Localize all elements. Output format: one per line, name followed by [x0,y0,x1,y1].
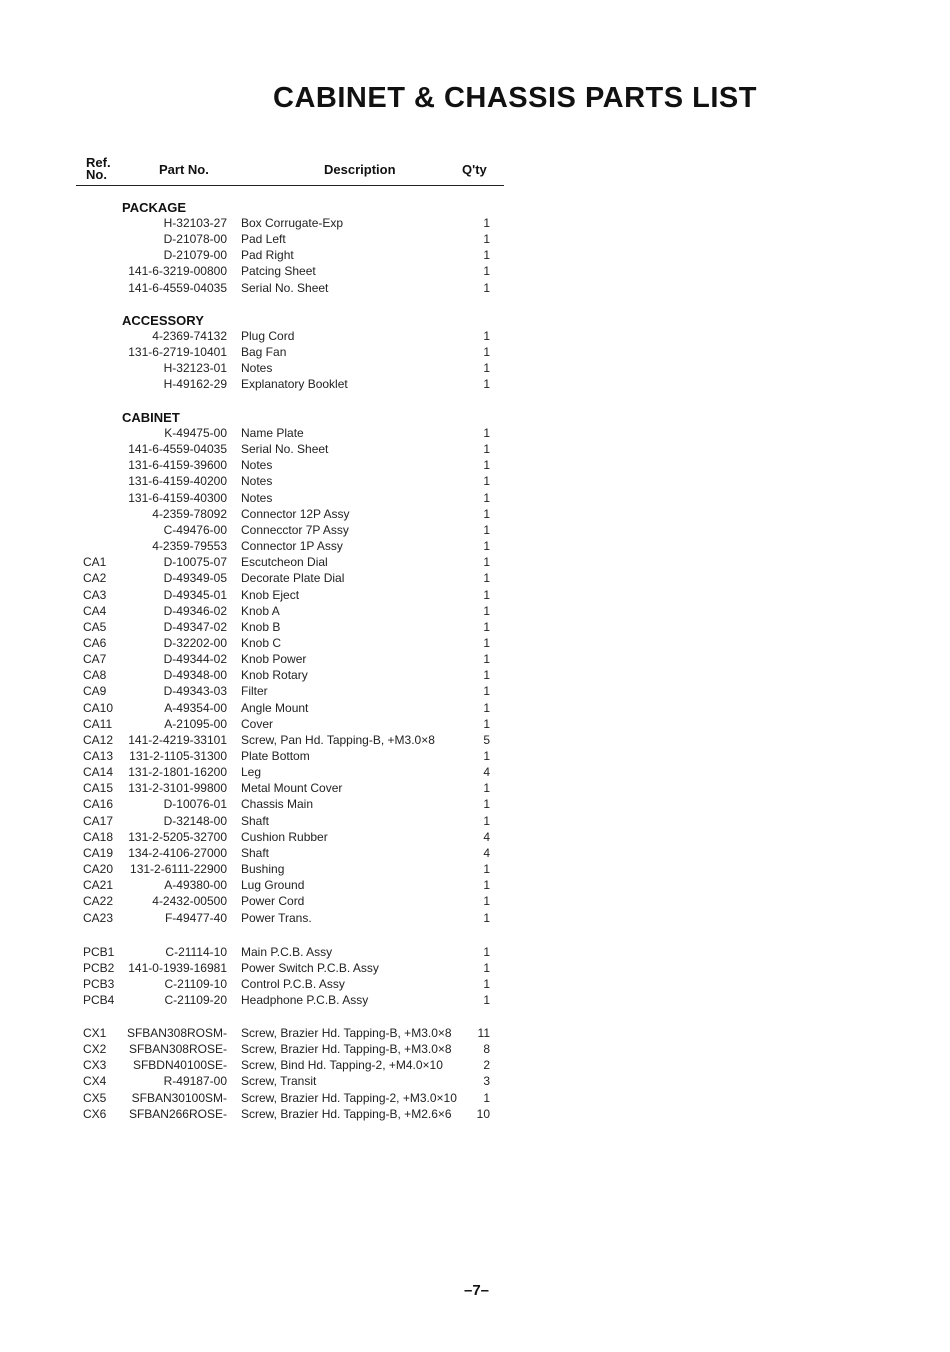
ref-cell: CX2 [83,1042,107,1057]
part-no-cell: 131-2-1105-31300 [129,749,227,763]
ref-cell: CX4 [83,1074,107,1089]
description-cell: Filter [241,684,268,699]
ref-cell: CX1 [83,1026,107,1040]
part-no-cell: H-32103-27 [163,216,227,230]
ref-cell: CA22 [83,894,114,909]
qty-cell: 1 [483,700,490,715]
description-cell: Escutcheon Dial [241,555,328,570]
table-row [0,780,950,796]
description-cell: Cushion Rubber [241,829,328,844]
ref-cell: PCB3 [83,977,115,992]
table-row [0,1090,950,1106]
qty-cell: 1 [483,813,490,828]
qty-cell: 1 [483,1090,490,1105]
ref-cell: CA11 [83,716,113,731]
table-row [0,263,950,279]
description-cell: Headphone P.C.B. Assy [241,993,369,1008]
description-cell: Decorate Plate Dial [241,571,345,586]
qty-cell: 1 [483,506,490,521]
qty-cell: 1 [483,945,490,959]
table-row [0,473,950,489]
ref-cell: CA8 [83,668,107,683]
qty-cell: 1 [483,539,490,554]
qty-cell: 10 [476,1106,490,1121]
table-row [0,587,950,603]
ref-cell: CX3 [83,1058,107,1073]
ref-cell: PCB2 [83,961,115,976]
qty-cell: 1 [483,668,490,683]
part-no-cell: 141-2-4219-33101 [128,732,227,747]
part-no-cell: 131-2-6111-22900 [130,862,227,877]
ref-cell: CA19 [83,845,114,860]
description-cell: Control P.C.B. Assy [241,977,345,992]
qty-cell: 1 [483,474,490,489]
qty-cell: 1 [483,280,490,295]
part-no-cell: H-49162-29 [163,377,227,392]
description-cell: Screw, Brazier Hd. Tapping-B, +M3.0×8 [241,1042,452,1057]
page-number: –7– [464,1282,490,1299]
qty-cell: 1 [483,993,490,1008]
table-row [0,231,950,247]
part-no-cell: H-32123-01 [163,361,227,376]
description-cell: Main P.C.B. Assy [241,945,333,959]
table-row [0,522,950,538]
ref-cell: CA3 [83,587,107,602]
qty-cell: 1 [483,490,490,505]
part-no-cell: D-49348-00 [163,668,227,683]
ref-cell: CA21 [83,878,114,893]
table-row [0,603,950,619]
table-row [0,506,950,522]
qty-cell: 1 [483,894,490,909]
description-cell: Plug Cord [241,329,295,343]
table-row [0,376,950,392]
table-row [0,667,950,683]
table-row [0,893,950,909]
table-row [0,635,950,651]
table-row [0,344,950,360]
header-ref-no [86,157,111,181]
header-description: Description [324,162,396,177]
description-cell: Chassis Main [241,797,314,812]
table-row [0,554,950,570]
qty-cell: 5 [483,732,490,747]
qty-cell: 1 [483,216,490,230]
table-row [0,1106,950,1122]
qty-cell: 1 [483,716,490,731]
description-cell: Power Cord [241,894,305,909]
description-cell: Plate Bottom [241,749,310,763]
description-cell: Metal Mount Cover [241,781,343,796]
part-no-cell: 141-6-4559-04035 [128,280,227,295]
qty-cell: 1 [483,248,490,263]
part-no-cell: A-49380-00 [164,878,227,893]
description-cell: Shaft [241,845,270,860]
ref-cell: CA20 [83,862,114,877]
description-cell: Notes [241,490,273,505]
qty-cell: 1 [483,458,490,473]
table-row [0,796,950,812]
table-row [0,1041,950,1057]
qty-cell: 3 [483,1074,490,1089]
description-cell: Cover [241,716,274,731]
qty-cell: 1 [483,977,490,992]
part-no-cell: D-32202-00 [163,635,227,650]
table-row [0,619,950,635]
ref-cell: CA10 [83,700,114,715]
ref-cell: CA17 [83,813,114,828]
part-no-cell: 141-6-3219-00800 [128,264,227,279]
header-ref-line1: Ref. [86,155,111,170]
table-row [0,829,950,845]
description-cell: Knob Power [241,652,307,667]
table-row [0,877,950,893]
part-no-cell: C-21109-10 [164,977,227,992]
description-cell: Lug Ground [241,878,305,893]
header-part-no: Part No. [159,162,209,177]
qty-cell: 2 [483,1058,490,1073]
table-row [0,976,950,992]
part-no-cell: 131-2-1801-16200 [128,765,227,780]
table-row [0,328,950,344]
part-no-cell: 131-6-2719-10401 [128,345,227,360]
ref-cell: CA12 [83,732,114,747]
qty-cell: 1 [483,619,490,634]
description-cell: Screw, Bind Hd. Tapping-2, +M4.0×10 [241,1058,443,1073]
qty-cell: 1 [483,635,490,650]
ref-cell: CA2 [83,571,107,586]
ref-cell: CA1 [83,555,107,570]
table-row [0,748,950,764]
part-no-cell: D-21078-00 [163,232,227,247]
qty-cell: 1 [483,587,490,602]
part-no-cell: 4-2359-78092 [152,506,227,521]
qty-cell: 1 [483,603,490,618]
table-row [0,457,950,473]
part-no-cell: D-32148-00 [163,813,227,828]
table-row [0,683,950,699]
part-no-cell: D-49344-02 [163,652,227,667]
part-no-cell: D-10075-07 [163,555,227,570]
description-cell: Connector 1P Assy [241,539,343,554]
qty-cell: 1 [483,749,490,763]
table-row [0,700,950,716]
description-cell: Shaft [241,813,270,828]
table-row [0,944,950,960]
part-no-cell: 131-2-5205-32700 [128,829,227,844]
header-ref-line2: No. [86,167,107,182]
qty-cell: 1 [483,684,490,699]
part-no-cell: R-49187-00 [163,1074,227,1089]
description-cell: Screw, Pan Hd. Tapping-B, +M3.0×8 [241,732,435,747]
description-cell: Knob Rotary [241,668,308,683]
part-no-cell: C-21114-10 [165,945,227,959]
ref-cell: CA6 [83,635,107,650]
part-no-cell: SFBAN266ROSE- [128,1106,227,1121]
qty-cell: 4 [483,845,490,860]
qty-cell: 1 [483,555,490,570]
part-no-cell: C-49476-00 [163,522,227,537]
part-no-cell: A-49354-00 [164,700,227,715]
table-row [0,1073,950,1089]
ref-cell: CA9 [83,684,107,699]
ref-cell: CA14 [83,765,114,780]
description-cell: Notes [241,474,273,489]
table-row [0,764,950,780]
description-cell: Name Plate [241,426,304,440]
description-cell: Pad Left [241,232,286,247]
description-cell: Bushing [241,862,285,877]
table-row [0,651,950,667]
description-cell: Screw, Brazier Hd. Tapping-2, +M3.0×10 [241,1090,457,1105]
qty-cell: 1 [483,329,490,343]
qty-cell: 1 [483,910,490,925]
qty-cell: 1 [483,781,490,796]
ref-cell: PCB1 [83,945,115,959]
qty-cell: 8 [483,1042,490,1057]
qty-cell: 1 [483,442,490,457]
part-no-cell: 141-0-1939-16981 [128,961,227,976]
qty-cell: 1 [483,232,490,247]
part-no-cell: D-49345-01 [163,587,227,602]
section-heading: CABINET [122,410,180,425]
description-cell: Notes [241,458,273,473]
qty-cell: 1 [483,571,490,586]
part-no-cell: 134-2-4106-27000 [128,845,227,860]
ref-cell: PCB4 [83,993,115,1008]
table-row [0,1057,950,1073]
ref-cell: CX5 [83,1090,107,1105]
qty-cell: 1 [483,426,490,440]
table-row [0,845,950,861]
part-no-cell: C-21109-20 [164,993,227,1008]
description-cell: Knob B [241,619,281,634]
description-cell: Leg [241,765,262,780]
part-no-cell: A-21095-00 [164,716,227,731]
table-row [0,538,950,554]
part-no-cell: D-49349-05 [163,571,227,586]
table-row [0,280,950,296]
qty-cell: 11 [477,1026,490,1040]
qty-cell: 1 [483,377,490,392]
description-cell: Power Trans. [241,910,312,925]
table-row [0,960,950,976]
description-cell: Bag Fan [241,345,287,360]
description-cell: Serial No. Sheet [241,280,329,295]
ref-cell: CA15 [83,781,114,796]
ref-cell: CA13 [83,749,114,763]
part-no-cell: F-49477-40 [164,910,227,925]
part-no-cell: SFBAN30100SM- [131,1090,227,1105]
description-cell: Connector 12P Assy [241,506,350,521]
ref-cell: CA16 [83,797,114,812]
section-heading: ACCESSORY [122,313,204,328]
table-row [0,813,950,829]
part-no-cell: D-49343-03 [163,684,227,699]
part-no-cell: 4-2432-00500 [152,894,227,909]
part-no-cell: 4-2369-74132 [152,329,227,343]
description-cell: Screw, Brazier Hd. Tapping-B, +M2.6×6 [241,1106,452,1121]
ref-cell: CA18 [83,829,114,844]
header-qty: Q'ty [462,162,487,177]
part-no-cell: D-21079-00 [163,248,227,263]
part-no-cell: D-49346-02 [163,603,227,618]
table-row [0,861,950,877]
page-title: CABINET & CHASSIS PARTS LIST [273,82,757,114]
table-row [0,910,950,926]
ref-cell: CA5 [83,619,107,634]
part-no-cell: SFBAN308ROSE- [128,1042,227,1057]
header-rule [76,185,504,186]
part-no-cell: K-49475-00 [164,426,227,440]
qty-cell: 1 [483,345,490,360]
part-no-cell: 4-2359-79553 [152,539,227,554]
table-row [0,570,950,586]
ref-cell: CX6 [83,1106,107,1121]
description-cell: Screw, Transit [241,1074,317,1089]
table-row [0,1025,950,1041]
qty-cell: 1 [483,878,490,893]
table-row [0,360,950,376]
table-row [0,490,950,506]
section-heading: PACKAGE [122,200,187,215]
ref-cell: CA7 [83,652,107,667]
ref-cell: CA23 [83,910,114,925]
table-row [0,732,950,748]
description-cell: Power Switch P.C.B. Assy [241,961,379,976]
description-cell: Notes [241,361,273,376]
description-cell: Angle Mount [241,700,309,715]
description-cell: Serial No. Sheet [241,442,329,457]
description-cell: Pad Right [241,248,294,263]
description-cell: Knob Eject [241,587,300,602]
qty-cell: 1 [483,652,490,667]
qty-cell: 1 [483,961,490,976]
part-no-cell: 141-6-4559-04035 [128,442,227,457]
description-cell: Explanatory Booklet [241,377,348,392]
part-no-cell: 131-6-4159-40200 [128,474,227,489]
table-row [0,716,950,732]
description-cell: Patcing Sheet [241,264,316,279]
description-cell: Knob A [241,603,280,618]
part-no-cell: D-10076-01 [163,797,227,812]
description-cell: Screw, Brazier Hd. Tapping-B, +M3.0×8 [241,1026,452,1040]
qty-cell: 4 [483,829,490,844]
qty-cell: 1 [483,797,490,812]
description-cell: Box Corrugate-Exp [241,216,344,230]
qty-cell: 4 [483,765,490,780]
qty-cell: 1 [483,264,490,279]
table-row [0,215,950,231]
description-cell: Connecctor 7P Assy [241,522,349,537]
part-no-cell: SFBAN308ROSM- [126,1026,227,1040]
qty-cell: 1 [483,522,490,537]
table-row [0,992,950,1008]
part-no-cell: 131-2-3101-99800 [128,781,227,796]
part-no-cell: 131-6-4159-39600 [128,458,227,473]
qty-cell: 1 [483,862,490,877]
table-row [0,441,950,457]
qty-cell: 1 [483,361,490,376]
part-no-cell: SFBDN40100SE- [132,1058,227,1073]
description-cell: Knob C [241,635,282,650]
part-no-cell: 131-6-4159-40300 [128,490,227,505]
part-no-cell: D-49347-02 [163,619,227,634]
table-row [0,247,950,263]
ref-cell: CA4 [83,603,107,618]
table-row [0,425,950,441]
